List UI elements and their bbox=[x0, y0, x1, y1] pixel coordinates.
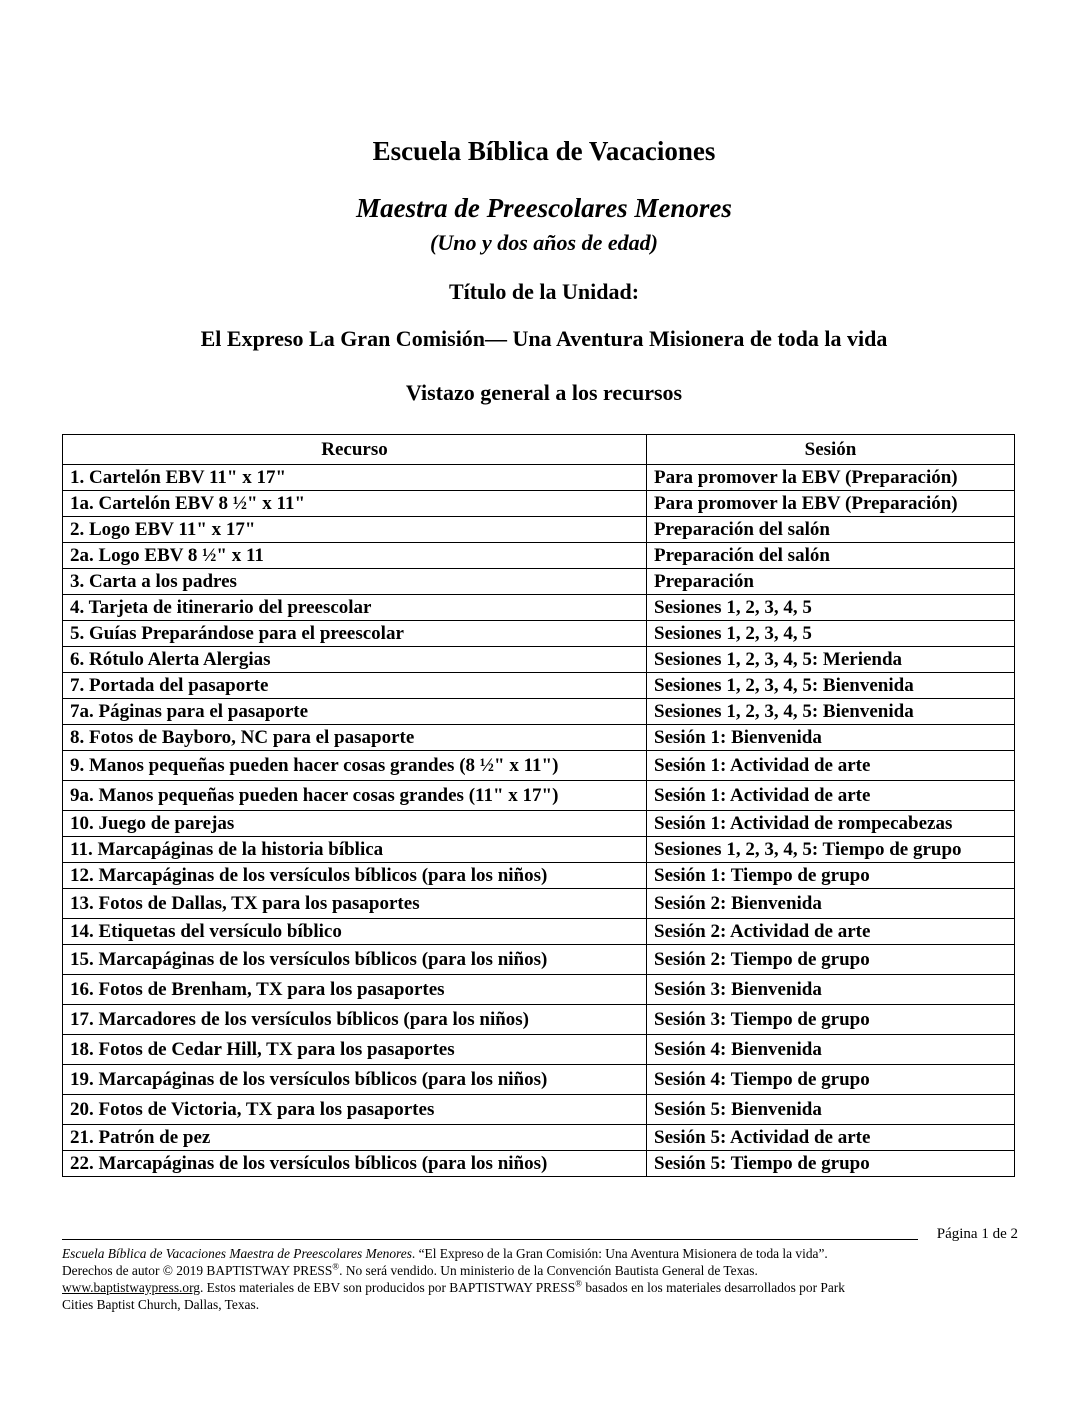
table-row bbox=[63, 595, 1015, 621]
table-row bbox=[63, 491, 1015, 517]
table-row bbox=[63, 673, 1015, 699]
session-cell: Sesión 1: Bienvenida bbox=[647, 725, 1015, 751]
resource-cell: 14. Etiquetas del versículo bíblico bbox=[63, 919, 647, 945]
resource-cell: 21. Patrón de pez bbox=[63, 1125, 647, 1151]
resource-cell: 1a. Cartelón EBV 8 ½" x 11" bbox=[63, 491, 647, 517]
resource-cell: 4. Tarjeta de itinerario del preescolar bbox=[63, 595, 647, 621]
session-cell: Preparación del salón bbox=[647, 543, 1015, 569]
table-row bbox=[63, 517, 1015, 543]
table-row bbox=[63, 863, 1015, 889]
session-cell: Sesiones 1, 2, 3, 4, 5 bbox=[647, 621, 1015, 647]
registered-mark: ® bbox=[332, 1261, 340, 1272]
table-row bbox=[63, 543, 1015, 569]
resource-cell: 2. Logo EBV 11" x 17" bbox=[63, 517, 647, 543]
resource-cell: 16. Fotos de Brenham, TX para los pasaportes bbox=[63, 975, 647, 1005]
session-cell: Sesión 2: Tiempo de grupo bbox=[647, 945, 1015, 975]
table-row bbox=[63, 465, 1015, 491]
table-row bbox=[63, 781, 1015, 811]
table-row bbox=[63, 1065, 1015, 1095]
resource-cell: 15. Marcapáginas de los versículos bíblicos (para los niños) bbox=[63, 945, 647, 975]
session-cell: Sesión 3: Tiempo de grupo bbox=[647, 1005, 1015, 1035]
page-title: Escuela Bíblica de Vacaciones bbox=[372, 136, 716, 166]
table-row bbox=[63, 945, 1015, 975]
session-cell: Sesión 5: Actividad de arte bbox=[647, 1125, 1015, 1151]
footer-ministry: . No será vendido. Un ministerio de la Convención Bautista General de Texas. bbox=[339, 1263, 758, 1278]
session-cell: Sesión 1: Actividad de rompecabezas bbox=[647, 811, 1015, 837]
resource-cell: 10. Juego de parejas bbox=[63, 811, 647, 837]
session-cell: Sesión 3: Bienvenida bbox=[647, 975, 1015, 1005]
session-cell: Sesión 4: Bienvenida bbox=[647, 1035, 1015, 1065]
resource-cell: 3. Carta a los padres bbox=[63, 569, 647, 595]
table-row bbox=[63, 699, 1015, 725]
table-row bbox=[63, 1151, 1015, 1177]
registered-mark: ® bbox=[575, 1278, 583, 1289]
table-row bbox=[63, 919, 1015, 945]
table-row bbox=[63, 837, 1015, 863]
unit-name: El Expreso La Gran Comisión— Una Aventura Misionera de toda la vida bbox=[200, 326, 888, 351]
resource-cell: 2a. Logo EBV 8 ½" x 11 bbox=[63, 543, 647, 569]
footer-materials-cont: basados en los materiales desarrollados por Park bbox=[582, 1280, 845, 1295]
session-cell: Sesiones 1, 2, 3, 4, 5: Tiempo de grupo bbox=[647, 837, 1015, 863]
table-row bbox=[63, 647, 1015, 673]
resource-cell: 9a. Manos pequeñas pueden hacer cosas grandes (11" x 17") bbox=[63, 781, 647, 811]
footer-unit-title: . “El Expreso de la Gran Comisión: Una Aventura Misionera de toda la vida”. bbox=[411, 1246, 828, 1261]
resource-cell: 7. Portada del pasaporte bbox=[63, 673, 647, 699]
resource-cell: 17. Marcadores de los versículos bíblicos (para los niños) bbox=[63, 1005, 647, 1035]
table-header-row bbox=[63, 435, 1015, 465]
resource-cell: 12. Marcapáginas de los versículos bíblicos (para los niños) bbox=[63, 863, 647, 889]
footer-line-2 bbox=[62, 1262, 1022, 1279]
table-row bbox=[63, 621, 1015, 647]
resource-cell: 11. Marcapáginas de la historia bíblica bbox=[63, 837, 647, 863]
column-header-resource: Recurso bbox=[63, 435, 647, 465]
table-row bbox=[63, 1095, 1015, 1125]
session-cell: Sesiones 1, 2, 3, 4, 5: Bienvenida bbox=[647, 699, 1015, 725]
footer-book-title: Escuela Bíblica de Vacaciones Maestra de Preescolares Menores bbox=[62, 1246, 412, 1261]
session-cell: Sesión 1: Tiempo de grupo bbox=[647, 863, 1015, 889]
resource-cell: 8. Fotos de Bayboro, NC para el pasaporte bbox=[63, 725, 647, 751]
session-cell: Para promover la EBV (Preparación) bbox=[647, 491, 1015, 517]
column-header-session: Sesión bbox=[647, 435, 1015, 465]
page-number: Página 1 de 2 bbox=[936, 1226, 1018, 1242]
publisher-link[interactable]: www.baptistwaypress.org bbox=[62, 1280, 200, 1295]
session-cell: Sesión 5: Tiempo de grupo bbox=[647, 1151, 1015, 1177]
session-cell: Sesión 1: Actividad de arte bbox=[647, 781, 1015, 811]
resource-cell: 9. Manos pequeñas pueden hacer cosas grandes (8 ½" x 11") bbox=[63, 751, 647, 781]
resource-cell: 7a. Páginas para el pasaporte bbox=[63, 699, 647, 725]
session-cell: Sesión 2: Actividad de arte bbox=[647, 919, 1015, 945]
session-cell: Sesiones 1, 2, 3, 4, 5 bbox=[647, 595, 1015, 621]
footer-copyright: Derechos de autor © 2019 BAPTISTWAY PRESS bbox=[62, 1263, 333, 1278]
unit-label: Título de la Unidad: bbox=[448, 279, 640, 304]
table-row bbox=[63, 975, 1015, 1005]
resource-cell: 18. Fotos de Cedar Hill, TX para los pasaportes bbox=[63, 1035, 647, 1065]
overview-heading: Vistazo general a los recursos bbox=[405, 380, 683, 405]
session-cell: Sesión 1: Actividad de arte bbox=[647, 751, 1015, 781]
resource-cell: 1. Cartelón EBV 11" x 17" bbox=[63, 465, 647, 491]
session-cell: Preparación del salón bbox=[647, 517, 1015, 543]
session-cell: Para promover la EBV (Preparación) bbox=[647, 465, 1015, 491]
table-row bbox=[63, 751, 1015, 781]
footer-line-1 bbox=[62, 1245, 1022, 1262]
age-range: (Uno y dos años de edad) bbox=[430, 230, 658, 255]
session-cell: Sesión 5: Bienvenida bbox=[647, 1095, 1015, 1125]
footer-rule bbox=[62, 1239, 918, 1240]
table-row bbox=[63, 1005, 1015, 1035]
resources-table bbox=[62, 434, 1015, 1177]
resource-cell: 5. Guías Preparándose para el preescolar bbox=[63, 621, 647, 647]
table-row bbox=[63, 811, 1015, 837]
page-subtitle: Maestra de Preescolares Menores bbox=[356, 193, 732, 223]
session-cell: Sesión 4: Tiempo de grupo bbox=[647, 1065, 1015, 1095]
footer-text bbox=[62, 1245, 1022, 1313]
resource-cell: 6. Rótulo Alerta Alergias bbox=[63, 647, 647, 673]
table-row bbox=[63, 1125, 1015, 1151]
resource-cell: 19. Marcapáginas de los versículos bíblicos (para los niños) bbox=[63, 1065, 647, 1095]
session-cell: Sesiones 1, 2, 3, 4, 5: Merienda bbox=[647, 647, 1015, 673]
table-row bbox=[63, 725, 1015, 751]
resource-cell: 13. Fotos de Dallas, TX para los pasaportes bbox=[63, 889, 647, 919]
session-cell: Sesiones 1, 2, 3, 4, 5: Bienvenida bbox=[647, 673, 1015, 699]
table-row bbox=[63, 889, 1015, 919]
footer-line-3 bbox=[62, 1279, 1022, 1296]
table-row bbox=[63, 569, 1015, 595]
resource-cell: 20. Fotos de Victoria, TX para los pasaportes bbox=[63, 1095, 647, 1125]
footer-materials: . Estos materiales de EBV son producidos por BAPTISTWAY PRESS bbox=[199, 1280, 576, 1295]
session-cell: Sesión 2: Bienvenida bbox=[647, 889, 1015, 919]
footer-line-4: Cities Baptist Church, Dallas, Texas. bbox=[62, 1297, 260, 1312]
session-cell: Preparación bbox=[647, 569, 1015, 595]
resource-cell: 22. Marcapáginas de los versículos bíblicos (para los niños) bbox=[63, 1151, 647, 1177]
table-row bbox=[63, 1035, 1015, 1065]
